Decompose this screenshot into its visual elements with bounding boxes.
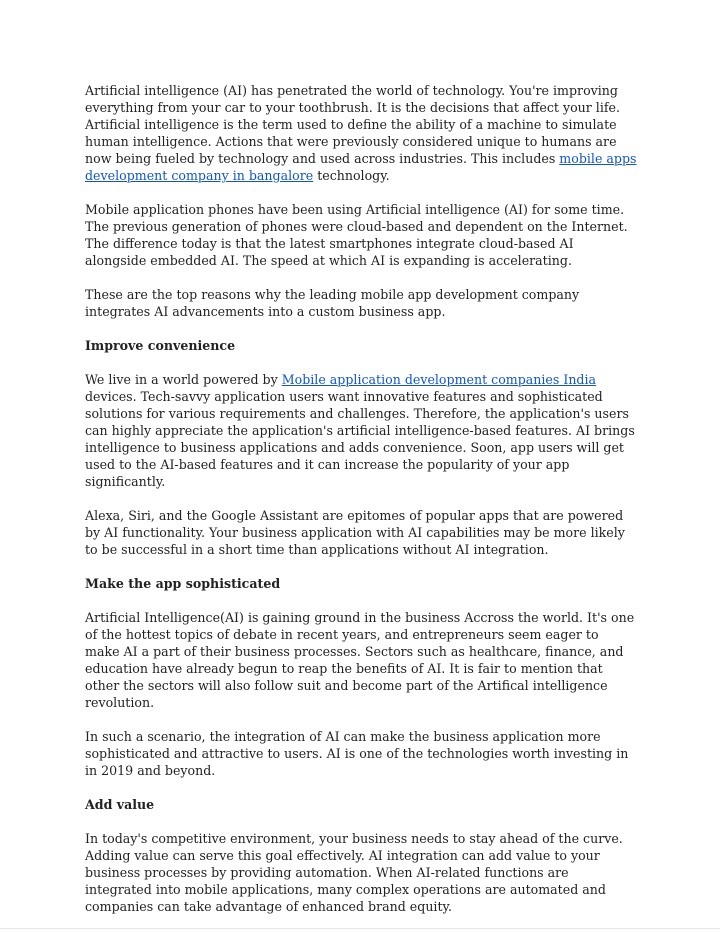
paragraph-mobile-ai: Mobile application phones have been using Artificial intelligence (AI) for some time. The previous generation of phones were cloud-based and dependent on the Internet. The difference today is that the latest smartphones integrate cloud-based AI alongside embedded AI. The speed at which AI is expanding is accelerating. (85, 202, 628, 268)
heading-improve-convenience: Improve convenience (85, 338, 236, 353)
paragraph-add-value: In today's competitive environment, your business needs to stay ahead of the curve. Adding value can serve this goal effectively. AI integration can add value to your business processes by providing automation. When AI-related functions are integrated into mobile applications, many complex operations are automated and companies can take advantage of enhanced brand equity. (85, 831, 623, 914)
link-mobile-apps-bangalore[interactable]: mobile apps development company in bangalore (85, 151, 637, 183)
paragraph-top-reasons: These are the top reasons why the leading mobile app development company integrates AI advancements into a custom business app. (85, 287, 580, 319)
paragraph-convenience-text: devices. Tech-savvy application users want innovative features and sophisticated solutions for various requirements and challenges. Therefore, the application's users can highly appreciate the application's artificial intelligence-based features. AI brings intelligence to business applications and adds convenience. Soon, app users will get used to the AI-based features and it can increase the popularity of your app significantly. (85, 389, 635, 489)
paragraph-assistants: Alexa, Siri, and the Google Assistant are epitomes of popular apps that are powered by AI functionality. Your business application with AI capabilities may be more likely to be successful in a short time than applications without AI integration. (85, 508, 625, 557)
paragraph-convenience (85, 371, 637, 490)
paragraph-convenience-lead: We live in a world powered by (85, 372, 282, 387)
page-bottom-divider (0, 928, 720, 929)
paragraph-ai-ground: Artificial Intelligence(AI) is gaining ground in the business Accross the world. It's one of the hottest topics of debate in recent years, and entrepreneurs seem eager to make AI a part of their business processes. Sectors such as healthcare, finance, and education have already begun to reap the benefits of AI. It is fair to mention that other the sectors will also follow suit and become part of the Artifical intelligence revolution. (85, 610, 635, 710)
paragraph-intro-text: Artificial intelligence (AI) has penetrated the world of technology. You're improving everything from your car to your toothbrush. It is the decisions that affect your life. Artificial intelligence is the term used to define the ability of a machine to simulate human intelligence. Actions that were previously considered unique to humans are now being fueled by technology and used across industries. This includes (85, 83, 620, 166)
paragraph-intro (85, 82, 637, 184)
heading-make-sophisticated: Make the app sophisticated (85, 576, 281, 591)
paragraph-intro-tail: technology. (313, 168, 390, 183)
paragraph-scenario: In such a scenario, the integration of AI can make the business application more sophisticated and attractive to users. AI is one of the technologies worth investing in in 2019 and beyond. (85, 729, 629, 778)
heading-add-value: Add value (85, 797, 155, 812)
document-body (85, 82, 637, 932)
link-mobile-companies-india[interactable]: Mobile application development companies India (281, 372, 597, 387)
